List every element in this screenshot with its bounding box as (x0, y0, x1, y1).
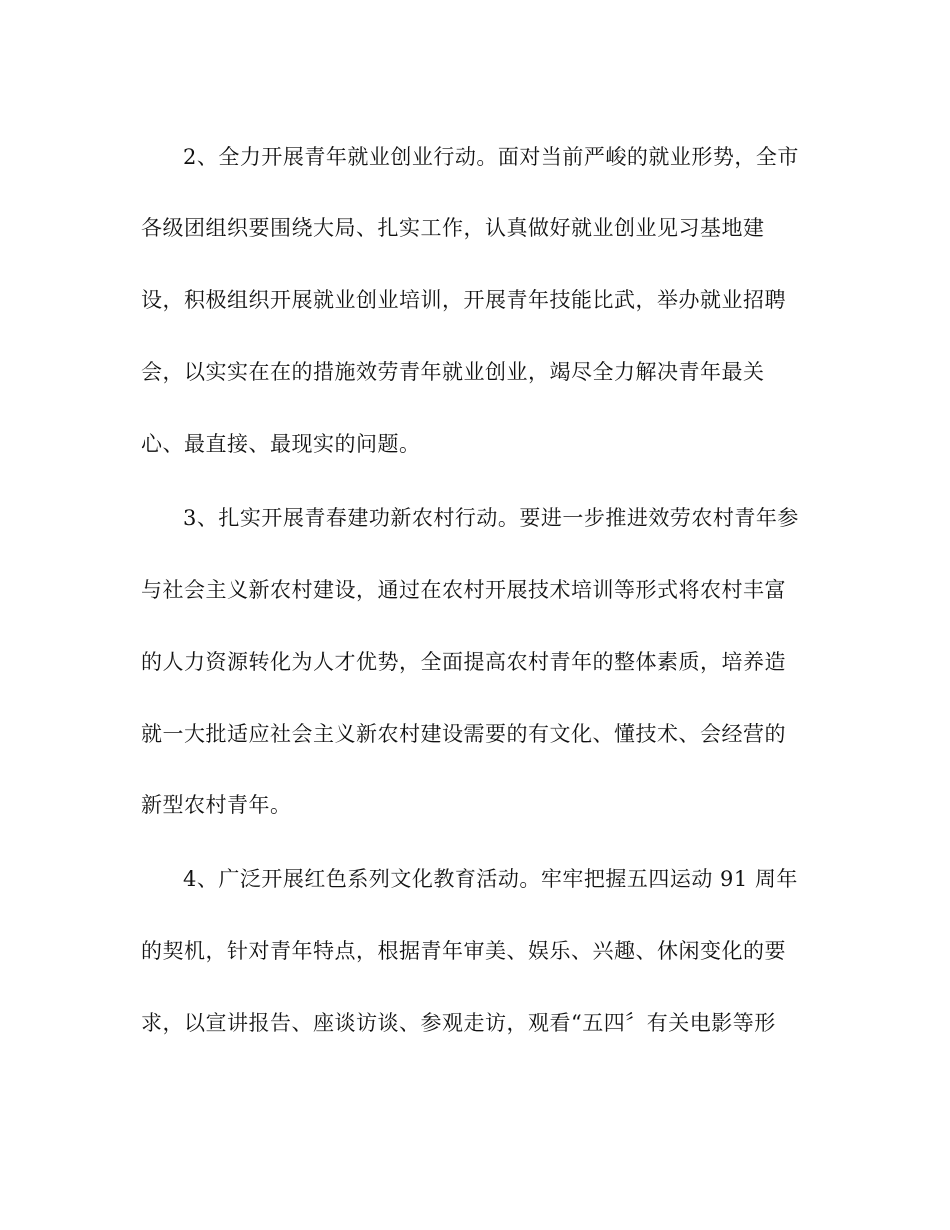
paragraph-3-line-1: 3、扎实开展青春建功新农村行动。要进一步推进效劳农村青年参 (183, 506, 799, 530)
paragraph-2-line-5: 心、最直接、最现实的问题。 (141, 432, 421, 456)
paragraph-2-line-4: 会，以实实在在的措施效劳青年就业创业，竭尽全力解决青年最关 (141, 360, 765, 384)
paragraph-3-line-2: 与社会主义新农村建设，通过在农村开展技术培训等形式将农村丰富 (141, 578, 786, 602)
paragraph-3-line-4: 就一大批适应社会主义新农村建设需要的有文化、懂技术、会经营的 (141, 722, 786, 746)
paragraph-4-line-3: 求，以宣讲报告、座谈访谈、参观走访，观看“五四〞有关电影等形 (141, 1011, 776, 1035)
paragraph-2-line-1: 2、全力开展青年就业创业行动。面对当前严峻的就业形势，全市 (183, 145, 799, 169)
paragraph-4-line-1: 4、广泛开展红色系列文化教育活动。牢牢把握五四运动 91 周年 (183, 867, 798, 891)
paragraph-3-line-5: 新型农村青年。 (141, 793, 292, 817)
paragraph-4-line-2: 的契机，针对青年特点，根据青年审美、娱乐、兴趣、休闲变化的要 (141, 939, 786, 963)
paragraph-2-line-3: 设，积极组织开展就业创业培训，开展青年技能比武，举办就业招聘 (141, 288, 786, 312)
paragraph-2-line-2: 各级团组织要围绕大局、扎实工作，认真做好就业创业见习基地建 (141, 216, 765, 240)
paragraph-3-line-3: 的人力资源转化为人才优势，全面提高农村青年的整体素质，培养造 (141, 650, 786, 674)
